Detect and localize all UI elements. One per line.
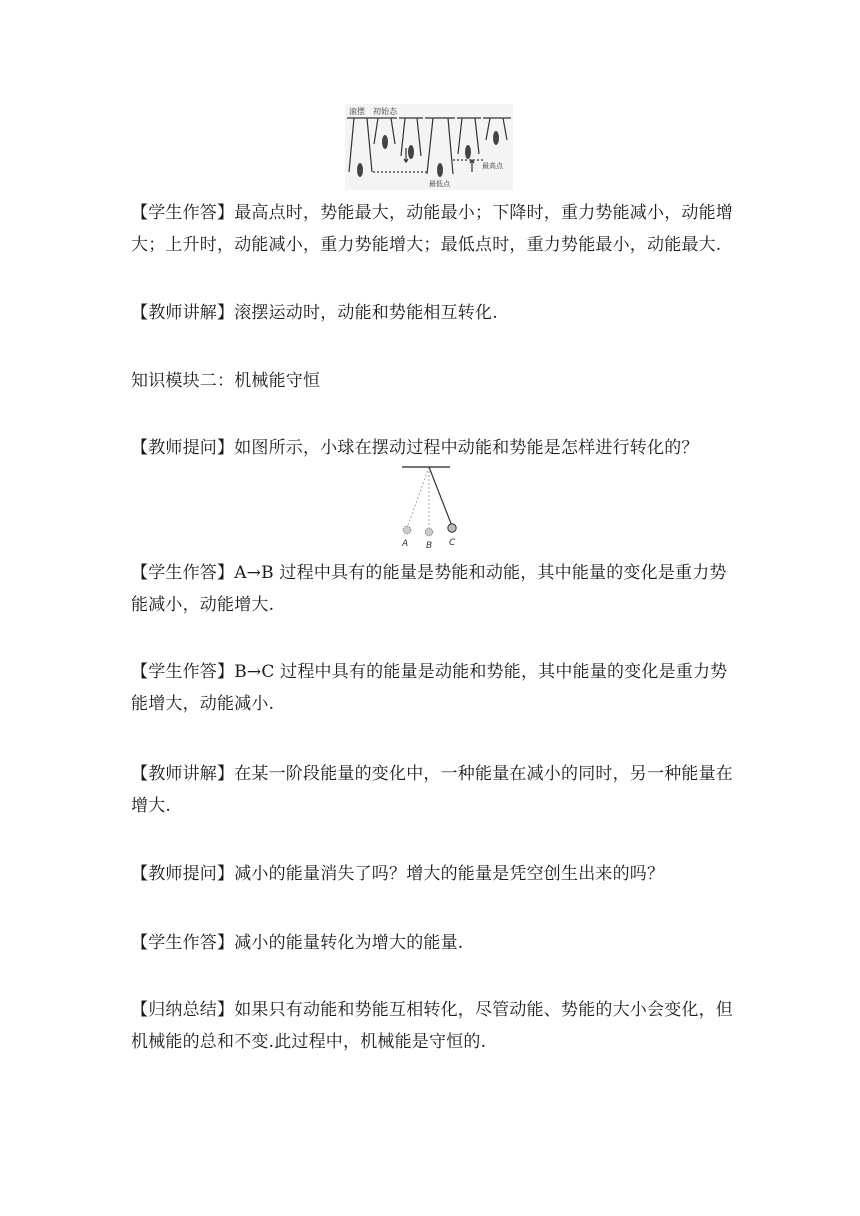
paragraph-text: 知识模块二：机械能守恒 (131, 371, 321, 391)
label-lowest: 最低点 (429, 180, 450, 188)
paragraph-tag: 【归纳总结】 (131, 1000, 235, 1020)
paragraph-tag: 【学生作答】 (131, 933, 235, 953)
paragraph-tag: 【学生作答】 (131, 662, 235, 682)
pendulum-figure (396, 464, 460, 552)
paragraph-text: 如果只有动能和势能互相转化，尽管动能、势能的大小会变化，但机械能的总和不变.此过程中，机械能是守恒的. (131, 1000, 734, 1052)
label-gunbai: 滚摆 (349, 107, 365, 116)
paragraph-text: 如图所示，小球在摆动过程中动能和势能是怎样进行转化的？ (234, 438, 699, 458)
paragraph-tag: 【教师提问】 (131, 864, 235, 884)
rolling-pendulum-figure (345, 104, 513, 190)
paragraph-teacher-question-1 (131, 432, 737, 464)
label-highest: 最高点 (482, 162, 503, 170)
paragraph-text: 在某一阶段能量的变化中，一种能量在减小的同时，另一种能量在增大. (131, 764, 734, 816)
label-c: C (449, 538, 456, 548)
paragraph-student-answer-1 (131, 197, 737, 261)
paragraph-student-answer-2 (131, 557, 737, 621)
paragraph-tag: 【教师讲解】 (131, 303, 235, 323)
paragraph-tag: 【教师提问】 (131, 438, 235, 458)
paragraph-student-answer-3 (131, 656, 737, 720)
label-a: A (402, 539, 409, 549)
paragraph-tag: 【学生作答】 (131, 563, 235, 583)
paragraph-summary (131, 994, 737, 1058)
label-b: B (426, 541, 433, 551)
paragraph-teacher-explain-2 (131, 758, 737, 822)
paragraph-tag: 【教师讲解】 (131, 764, 235, 784)
paragraph-text: 最高点时，势能最大，动能最小；下降时，重力势能减小，动能增大；上升时，动能减小，重力势能增大；最低点时，重力势能最小，动能最大. (131, 203, 734, 255)
paragraph-text: A→B 过程中具有的能量是势能和动能，其中能量的变化是重力势能减小，动能增大. (131, 563, 727, 615)
paragraph-student-answer-4 (131, 927, 737, 959)
paragraph-text: B→C 过程中具有的能量是动能和势能，其中能量的变化是重力势能增大，动能减小. (131, 662, 728, 714)
paragraph-teacher-question-2 (131, 858, 737, 890)
paragraph-text: 减小的能量转化为增大的能量. (234, 933, 464, 953)
paragraph-text: 滚摆运动时，动能和势能相互转化. (234, 303, 498, 323)
paragraph-teacher-explain-1 (131, 297, 737, 329)
paragraph-text: 减小的能量消失了吗？增大的能量是凭空创生出来的吗？ (234, 864, 665, 884)
label-initial: 初始态 (373, 107, 397, 116)
section-heading (131, 365, 737, 397)
paragraph-tag: 【学生作答】 (131, 203, 235, 223)
